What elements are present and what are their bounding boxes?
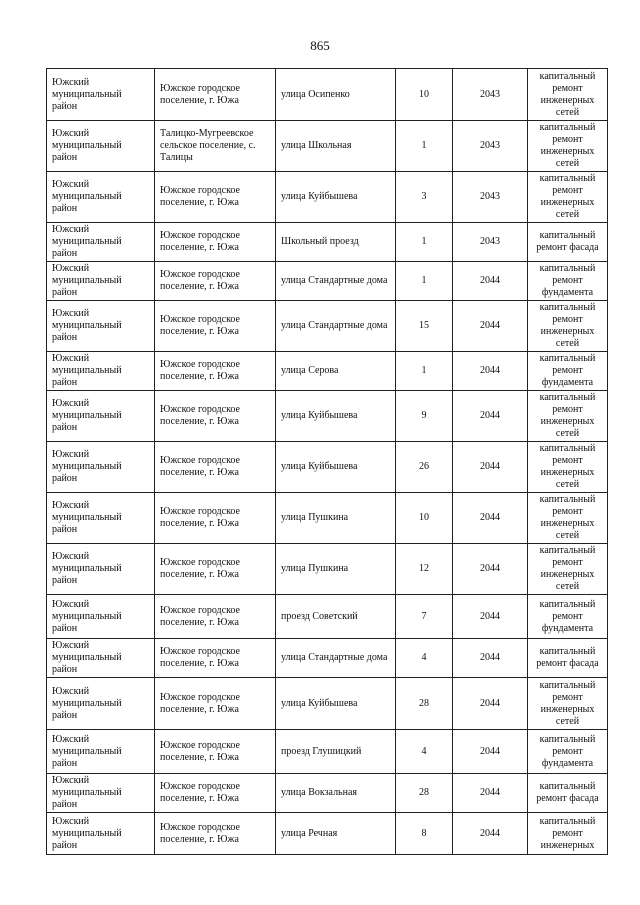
district-cell: Южский муниципальный район — [47, 172, 155, 223]
year-cell: 2044 — [453, 639, 528, 678]
year-cell: 2044 — [453, 730, 528, 774]
table-row — [47, 813, 608, 855]
house-number-cell: 10 — [396, 69, 453, 121]
settlement-cell: Южское городское поселение, г. Южа — [155, 544, 276, 595]
settlement-cell: Южское городское поселение, г. Южа — [155, 730, 276, 774]
work-type-cell: капитальный ремонт фундамента — [528, 595, 608, 639]
district-cell: Южский муниципальный район — [47, 639, 155, 678]
district-cell: Южский муниципальный район — [47, 678, 155, 730]
street-cell: проезд Глушицкий — [276, 730, 396, 774]
district-cell: Южский муниципальный район — [47, 730, 155, 774]
year-cell: 2044 — [453, 774, 528, 813]
house-number-cell: 4 — [396, 730, 453, 774]
work-type-cell: капитальный ремонт фасада — [528, 639, 608, 678]
year-cell: 2044 — [453, 352, 528, 391]
year-cell: 2044 — [453, 262, 528, 301]
settlement-cell: Южское городское поселение, г. Южа — [155, 352, 276, 391]
settlement-cell: Южское городское поселение, г. Южа — [155, 493, 276, 544]
table-row — [47, 391, 608, 442]
house-number-cell: 3 — [396, 172, 453, 223]
table-row — [47, 223, 608, 262]
year-cell: 2044 — [453, 595, 528, 639]
street-cell: улица Речная — [276, 813, 396, 855]
house-number-cell: 12 — [396, 544, 453, 595]
settlement-cell: Южское городское поселение, г. Южа — [155, 678, 276, 730]
settlement-cell: Южское городское поселение, г. Южа — [155, 813, 276, 855]
house-number-cell: 15 — [396, 301, 453, 352]
settlement-cell: Южское городское поселение, г. Южа — [155, 301, 276, 352]
street-cell: Школьный проезд — [276, 223, 396, 262]
work-type-cell: капитальный ремонт фундамента — [528, 730, 608, 774]
district-cell: Южский муниципальный район — [47, 69, 155, 121]
district-cell: Южский муниципальный район — [47, 391, 155, 442]
street-cell: улица Стандартные дома — [276, 301, 396, 352]
year-cell: 2044 — [453, 544, 528, 595]
year-cell: 2044 — [453, 442, 528, 493]
settlement-cell: Южское городское поселение, г. Южа — [155, 262, 276, 301]
year-cell: 2043 — [453, 223, 528, 262]
year-cell: 2044 — [453, 301, 528, 352]
house-number-cell: 28 — [396, 678, 453, 730]
table-row — [47, 544, 608, 595]
work-type-cell: капитальный ремонт инженерных сетей — [528, 442, 608, 493]
street-cell: улица Куйбышева — [276, 172, 396, 223]
street-cell: улица Вокзальная — [276, 774, 396, 813]
settlement-cell: Южское городское поселение, г. Южа — [155, 774, 276, 813]
house-number-cell: 1 — [396, 223, 453, 262]
work-type-cell: капитальный ремонт фундамента — [528, 352, 608, 391]
house-number-cell: 8 — [396, 813, 453, 855]
settlement-cell: Южское городское поселение, г. Южа — [155, 391, 276, 442]
house-number-cell: 1 — [396, 352, 453, 391]
street-cell: улица Школьная — [276, 121, 396, 172]
work-type-cell: капитальный ремонт фасада — [528, 774, 608, 813]
street-cell: улица Осипенко — [276, 69, 396, 121]
street-cell: улица Пушкина — [276, 544, 396, 595]
table-row — [47, 639, 608, 678]
house-number-cell: 26 — [396, 442, 453, 493]
table-row — [47, 262, 608, 301]
district-cell: Южский муниципальный район — [47, 774, 155, 813]
table-row — [47, 352, 608, 391]
table-row — [47, 493, 608, 544]
district-cell: Южский муниципальный район — [47, 442, 155, 493]
street-cell: улица Куйбышева — [276, 678, 396, 730]
street-cell: улица Куйбышева — [276, 442, 396, 493]
table-row — [47, 121, 608, 172]
work-type-cell: капитальный ремонт инженерных сетей — [528, 493, 608, 544]
settlement-cell: Южское городское поселение, г. Южа — [155, 595, 276, 639]
settlement-cell: Южское городское поселение, г. Южа — [155, 172, 276, 223]
district-cell: Южский муниципальный район — [47, 352, 155, 391]
year-cell: 2044 — [453, 813, 528, 855]
year-cell: 2043 — [453, 69, 528, 121]
table-row — [47, 678, 608, 730]
district-cell: Южский муниципальный район — [47, 544, 155, 595]
table-row — [47, 774, 608, 813]
year-cell: 2043 — [453, 172, 528, 223]
work-type-cell: капитальный ремонт инженерных сетей — [528, 172, 608, 223]
table-row — [47, 172, 608, 223]
work-type-cell: капитальный ремонт инженерных сетей — [528, 391, 608, 442]
house-number-cell: 28 — [396, 774, 453, 813]
year-cell: 2044 — [453, 391, 528, 442]
work-type-cell: капитальный ремонт инженерных сетей — [528, 121, 608, 172]
year-cell: 2044 — [453, 493, 528, 544]
table-row — [47, 730, 608, 774]
settlement-cell: Южское городское поселение, г. Южа — [155, 639, 276, 678]
district-cell: Южский муниципальный район — [47, 262, 155, 301]
settlement-cell: Южское городское поселение, г. Южа — [155, 223, 276, 262]
work-type-cell: капитальный ремонт инженерных сетей — [528, 678, 608, 730]
district-cell: Южский муниципальный район — [47, 301, 155, 352]
settlement-cell: Южское городское поселение, г. Южа — [155, 442, 276, 493]
street-cell: улица Стандартные дома — [276, 639, 396, 678]
street-cell: проезд Советский — [276, 595, 396, 639]
work-type-cell: капитальный ремонт фасада — [528, 223, 608, 262]
district-cell: Южский муниципальный район — [47, 223, 155, 262]
house-number-cell: 1 — [396, 121, 453, 172]
table-row — [47, 595, 608, 639]
district-cell: Южский муниципальный район — [47, 493, 155, 544]
year-cell: 2043 — [453, 121, 528, 172]
settlement-cell: Южское городское поселение, г. Южа — [155, 69, 276, 121]
house-number-cell: 4 — [396, 639, 453, 678]
table-row — [47, 301, 608, 352]
repair-schedule-table — [46, 68, 608, 855]
district-cell: Южский муниципальный район — [47, 595, 155, 639]
house-number-cell: 1 — [396, 262, 453, 301]
street-cell: улица Куйбышева — [276, 391, 396, 442]
house-number-cell: 9 — [396, 391, 453, 442]
page-number: 865 — [310, 38, 330, 53]
district-cell: Южский муниципальный район — [47, 813, 155, 855]
work-type-cell: капитальный ремонт инженерных сетей — [528, 544, 608, 595]
street-cell: улица Серова — [276, 352, 396, 391]
table-row — [47, 442, 608, 493]
year-cell: 2044 — [453, 678, 528, 730]
district-cell: Южский муниципальный район — [47, 121, 155, 172]
house-number-cell: 10 — [396, 493, 453, 544]
work-type-cell: капитальный ремонт фундамента — [528, 262, 608, 301]
street-cell: улица Стандартные дома — [276, 262, 396, 301]
street-cell: улица Пушкина — [276, 493, 396, 544]
settlement-cell: Талицко-Мугреевское сельское поселение, с. Талицы — [155, 121, 276, 172]
table-body — [47, 69, 608, 855]
work-type-cell: капитальный ремонт инженерных сетей — [528, 69, 608, 121]
house-number-cell: 7 — [396, 595, 453, 639]
work-type-cell: капитальный ремонт инженерных сетей — [528, 301, 608, 352]
table-row — [47, 69, 608, 121]
work-type-cell: капитальный ремонт инженерных — [528, 813, 608, 855]
